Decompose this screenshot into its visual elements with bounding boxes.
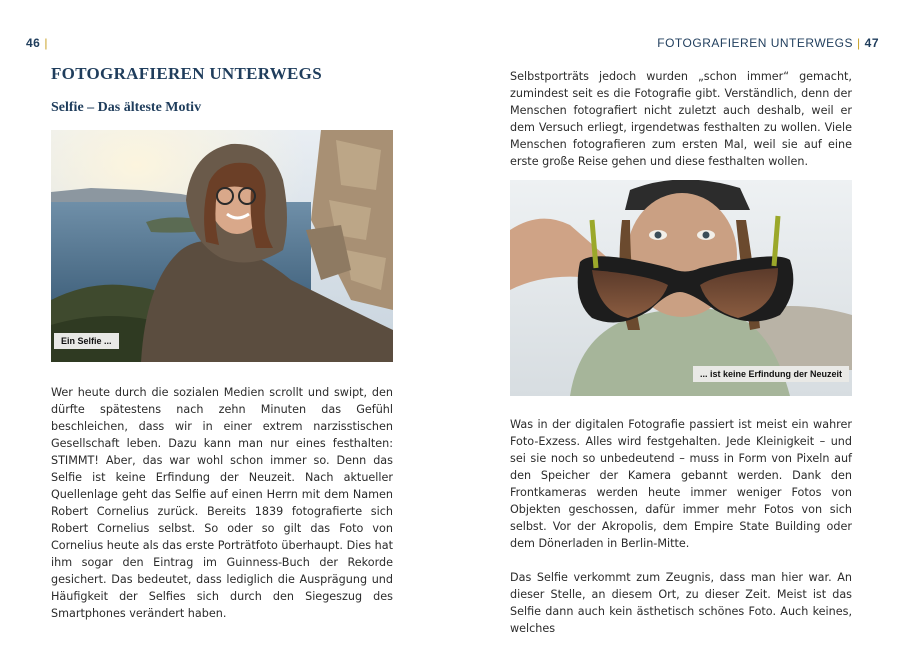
- section-title: Selfie – Das älteste Motiv: [51, 100, 202, 115]
- photo-caption-right: ... ist keine Erfindung der Neuzeit: [693, 366, 849, 382]
- photo-caption-left: Ein Selfie ...: [54, 333, 119, 349]
- page-number: 46: [26, 36, 41, 50]
- folio-separator: |: [857, 36, 861, 50]
- body-paragraph-1: Was in der digitalen Fotografie passiert ist meist ein wahrer Foto-Exzess. Alles wird festgehalten. Jede Kleinigkeit – und sei sie noch so unbedeutend – muss in Form von Pixeln auf den Speicher der Kamera gebannt werden. Dank den Frontkameras werden heute immer weniger Fotos von Objekten geschossen, dafür immer mehr Fotos von sich selbst. Vor der Akropolis, dem Empire State Building oder dem Dönerladen in Berlin-Mitte.: [510, 418, 852, 550]
- page-number: 47: [864, 36, 879, 50]
- body-paragraph-2: Das Selfie verkommt zum Zeugnis, dass man hier war. An dieser Stelle, an diesem Ort, zu dieser Zeit. Meist ist das Selfie dann auch kein ästhetisch schönes Foto. Auch keines, welches: [510, 571, 852, 635]
- right-page: [451, 0, 903, 648]
- right-folio: [657, 36, 879, 50]
- right-body-text: [510, 416, 852, 637]
- selfie-photo: [51, 130, 393, 362]
- right-intro-text: [510, 68, 852, 170]
- left-body-text: [51, 384, 393, 622]
- left-page: [0, 0, 451, 648]
- running-header: FOTOGRAFIEREN UNTERWEGS: [657, 36, 854, 50]
- folio-separator: |: [44, 36, 48, 50]
- sunglasses-photo: [510, 180, 852, 396]
- body-paragraph: Wer heute durch die sozialen Medien scrollt und swipt, den dürfte spätestens nach zehn Minuten das Gefühl beschleichen, dass wir in einer extrem narzisstischen Gesellschaft leben. Dazu kann man nur eines festhalten: STIMMT! Aber, das war wohl schon immer so. Denn das Selfie ist keine Erfindung der Neuzeit. Nach aktueller Quellenlage geht das Selfie auf einen Herrn mit dem Namen Robert Cornelius zurück. Bereits 1839 fotografierte sich Robert Cornelius selbst. So oder so gilt das Foto von Cornelius heute als das erste Porträtfoto überhaupt. Dies hat ihm sogar den Eintrag im Guinness-Buch der Rekorde gesichert. Das bedeutet, dass lediglich die Ausprägung und Häufigkeit der Selfies sich durch den Siegeszug des Smartphones verändert haben.: [51, 386, 393, 620]
- chapter-title: FOTOGRAFIEREN UNTERWEGS: [51, 64, 322, 83]
- intro-paragraph: Selbstporträts jedoch wurden „schon immer“ gemacht, zumindest seit es die Fotografie gibt. Verständlich, denn der Menschen fotografiert nicht zuletzt auch deshalb, weil er dem Versuch erliegt, irgendetwas festhalten zu wollen. Viele Menschen fotografieren zum ersten Mal, weil sie auf eine erste große Reise gehen und diese festhalten wollen.: [510, 70, 852, 168]
- left-folio: [26, 36, 52, 50]
